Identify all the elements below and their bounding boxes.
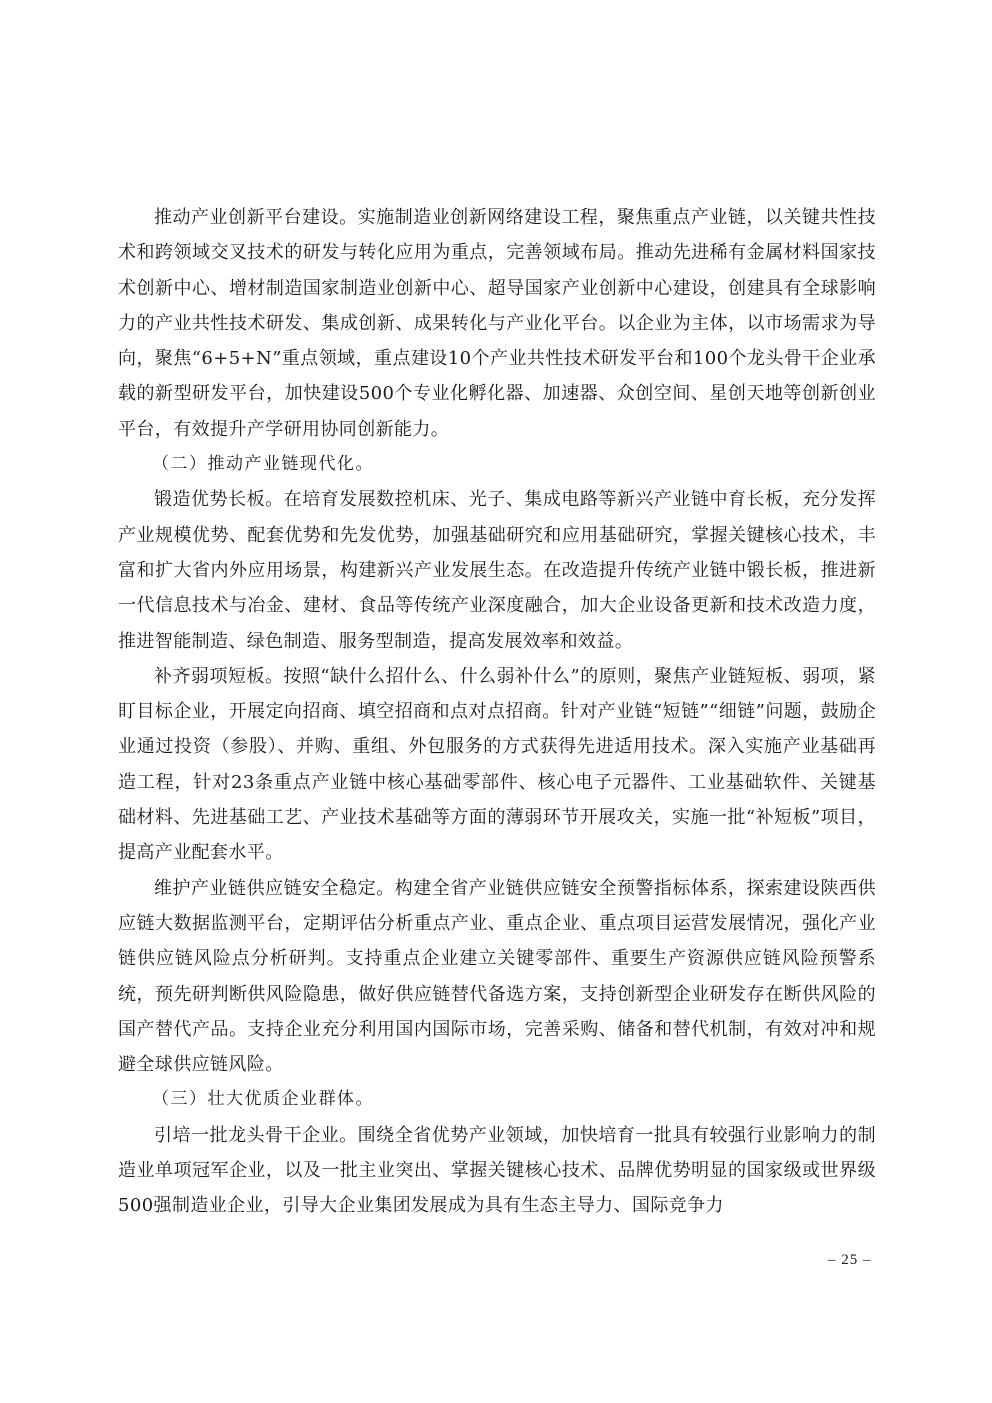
document-body: [118, 200, 876, 1224]
paragraph-fill-weaknesses: 补齐弱项短板。按照“缺什么招什么、什么弱补什么”的原则，聚焦产业链短板、弱项，紧盯目标企业，开展定向招商、填空招商和点对点招商。针对产业链“短链”“细链”问题，鼓励企业通过投资（参股）、并购、重组、外包服务的方式获得先进适用技术。深入实施产业基础再造工程，针对23条重点产业链中核心基础零部件、核心电子元器件、工业基础软件、关键基础材料、先进基础工艺、产业技术基础等方面的薄弱环节开展攻关，实施一批“补短板”项目，提高产业配套水平。: [118, 665, 876, 864]
section-heading-2: （二）推动产业链现代化。: [152, 454, 374, 475]
paragraph-leading-enterprises: 引培一批龙头骨干企业。围绕全省优势产业领域，加快培育一批具有较强行业影响力的制造业单项冠军企业，以及一批主业突出、掌握关键核心技术、品牌优势明显的国家级或世界级500强制造业企业，引导大企业集团发展成为具有生态主导力、国际竞争力: [118, 1124, 876, 1217]
paragraph-supply-chain-security: 维护产业链供应链安全稳定。构建全省产业链供应链安全预警指标体系，探索建设陕西供应链大数据监测平台，定期评估分析重点产业、重点企业、重点项目运营发展情况，强化产业链供应链风险点分析研判。支持重点企业建立关键零部件、重要生产资源供应链风险预警系统，预先研判断供风险隐患，做好供应链替代备选方案，支持创新型企业研发存在断供风险的国产替代产品。支持企业充分利用国内国际市场，完善采购、储备和替代机制，有效对冲和规避全球供应链风险。: [118, 877, 876, 1076]
paragraph-innovation-platform: 推动产业创新平台建设。实施制造业创新网络建设工程，聚焦重点产业链，以关键共性技术和跨领域交叉技术的研发与转化应用为重点，完善领域布局。推动先进稀有金属材料国家技术创新中心、增材制造国家制造业创新中心、超导国家产业创新中心建设，创建具有全球影响力的产业共性技术研发、集成创新、成果转化与产业化平台。以企业为主体，以市场需求为导向，聚焦“6+5+N”重点领域，重点建设10个产业共性技术研发平台和100个龙头骨干企业承载的新型研发平台，加快建设500个专业化孵化器、加速器、众创空间、星创天地等创新创业平台，有效提升产学研用协同创新能力。: [118, 207, 876, 440]
section-heading-3: （三）壮大优质企业群体。: [152, 1089, 374, 1110]
paragraph-strengthen-advantages: 锻造优势长板。在培育发展数控机床、光子、集成电路等新兴产业链中育长板，充分发挥产业规模优势、配套优势和先发优势，加强基础研究和应用基础研究，掌握关键核心技术，丰富和扩大省内外应用场景，构建新兴产业发展生态。在改造提升传统产业链中锻长板，推进新一代信息技术与冶金、建材、食品等传统产业深度融合，加大企业设备更新和技术改造力度，推进智能制造、绿色制造、服务型制造，提高发展效率和效益。: [118, 489, 876, 652]
page-number: – 25 –: [828, 1252, 872, 1268]
